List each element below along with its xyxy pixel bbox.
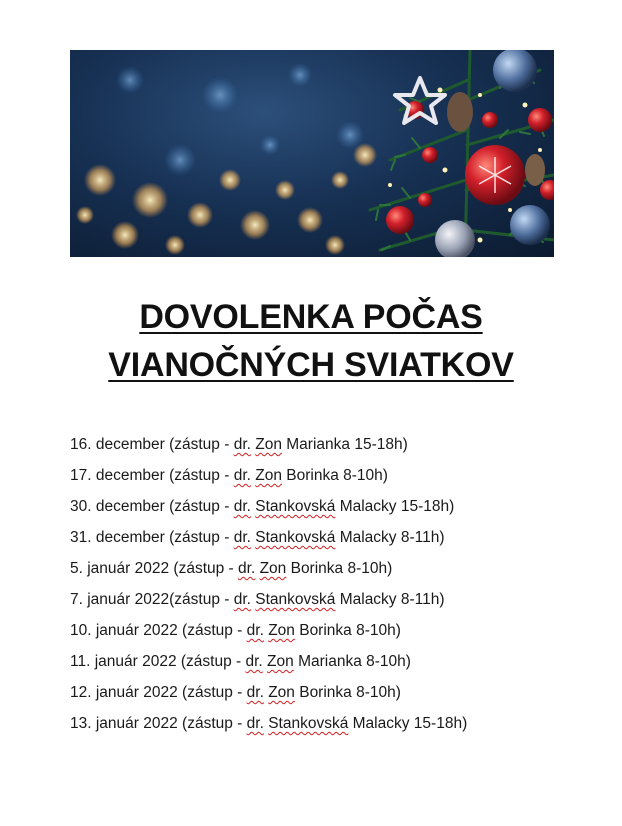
entry-rest: Malacky 8-11h) bbox=[335, 591, 445, 608]
doctor-name: Zon bbox=[255, 436, 282, 453]
list-item bbox=[70, 682, 590, 713]
entry-rest: Malacky 8-11h) bbox=[335, 529, 445, 546]
entry-open: (zástup - bbox=[177, 622, 247, 639]
entry-date: 16. december bbox=[70, 436, 165, 453]
entry-date: 13. január 2022 bbox=[70, 715, 178, 732]
entry-rest: Borinka 8-10h) bbox=[294, 684, 401, 701]
entry-date: 7. január 2022 bbox=[70, 591, 170, 608]
doctor-name: Zon bbox=[255, 467, 282, 484]
entry-open: (zástup - bbox=[164, 498, 234, 515]
entry-open: (zástup - bbox=[164, 436, 234, 453]
entry-date: 10. január 2022 bbox=[70, 622, 178, 639]
entry-date: 31. december bbox=[70, 529, 165, 546]
doctor-title: dr. bbox=[233, 467, 251, 484]
doctor-title: dr. bbox=[246, 715, 264, 732]
doctor-title: dr. bbox=[233, 591, 251, 608]
entry-rest: Marianka 15-18h) bbox=[281, 436, 408, 453]
doctor-name: Zon bbox=[268, 684, 295, 701]
entry-rest: Borinka 8-10h) bbox=[286, 560, 393, 577]
title-line-2: VIANOČNÝCH SVIATKOV bbox=[108, 346, 514, 384]
list-item bbox=[70, 527, 590, 558]
doctor-title: dr. bbox=[238, 560, 256, 577]
list-item bbox=[70, 465, 590, 496]
list-item bbox=[70, 589, 590, 620]
entry-rest: Malacky 15-18h) bbox=[335, 498, 455, 515]
doctor-title: dr. bbox=[233, 498, 251, 515]
list-item bbox=[70, 713, 590, 744]
entry-date: 12. január 2022 bbox=[70, 684, 178, 701]
page-title bbox=[0, 293, 622, 389]
entry-rest: Malacky 15-18h) bbox=[348, 715, 468, 732]
doctor-name: Stankovská bbox=[255, 529, 336, 546]
title-line-1: DOVOLENKA POČAS bbox=[139, 298, 483, 336]
doctor-name: Stankovská bbox=[268, 715, 349, 732]
entry-rest: Borinka 8-10h) bbox=[294, 622, 401, 639]
entry-rest: Borinka 8-10h) bbox=[281, 467, 388, 484]
entry-open: (zástup - bbox=[164, 467, 234, 484]
list-item bbox=[70, 651, 590, 682]
doctor-name: Zon bbox=[259, 560, 287, 577]
doctor-name: Stankovská bbox=[255, 498, 336, 515]
christmas-banner-image bbox=[70, 50, 554, 257]
entry-open: (zástup - bbox=[169, 591, 234, 608]
list-item bbox=[70, 620, 590, 651]
christmas-tree-illustration bbox=[70, 50, 554, 257]
entry-rest: Marianka 8-10h) bbox=[293, 653, 411, 670]
doctor-name: Stankovská bbox=[255, 591, 336, 608]
doctor-name: Zon bbox=[268, 622, 295, 639]
doctor-title: dr. bbox=[233, 529, 251, 546]
list-item bbox=[70, 496, 590, 527]
doctor-title: dr. bbox=[245, 653, 263, 670]
entry-date: 30. december bbox=[70, 498, 165, 515]
entry-open: (zástup - bbox=[176, 653, 246, 670]
entry-open: (zástup - bbox=[169, 560, 239, 577]
list-item bbox=[70, 558, 590, 589]
vacation-schedule-list bbox=[70, 434, 590, 744]
list-item bbox=[70, 434, 590, 465]
doctor-name: Zon bbox=[267, 653, 294, 670]
entry-open: (zástup - bbox=[177, 715, 247, 732]
entry-open: (zástup - bbox=[164, 529, 234, 546]
entry-date: 11. január 2022 bbox=[70, 653, 177, 670]
doctor-title: dr. bbox=[246, 684, 264, 701]
entry-date: 17. december bbox=[70, 467, 165, 484]
doctor-title: dr. bbox=[246, 622, 264, 639]
entry-open: (zástup - bbox=[177, 684, 247, 701]
entry-date: 5. január 2022 bbox=[70, 560, 170, 577]
doctor-title: dr. bbox=[233, 436, 251, 453]
